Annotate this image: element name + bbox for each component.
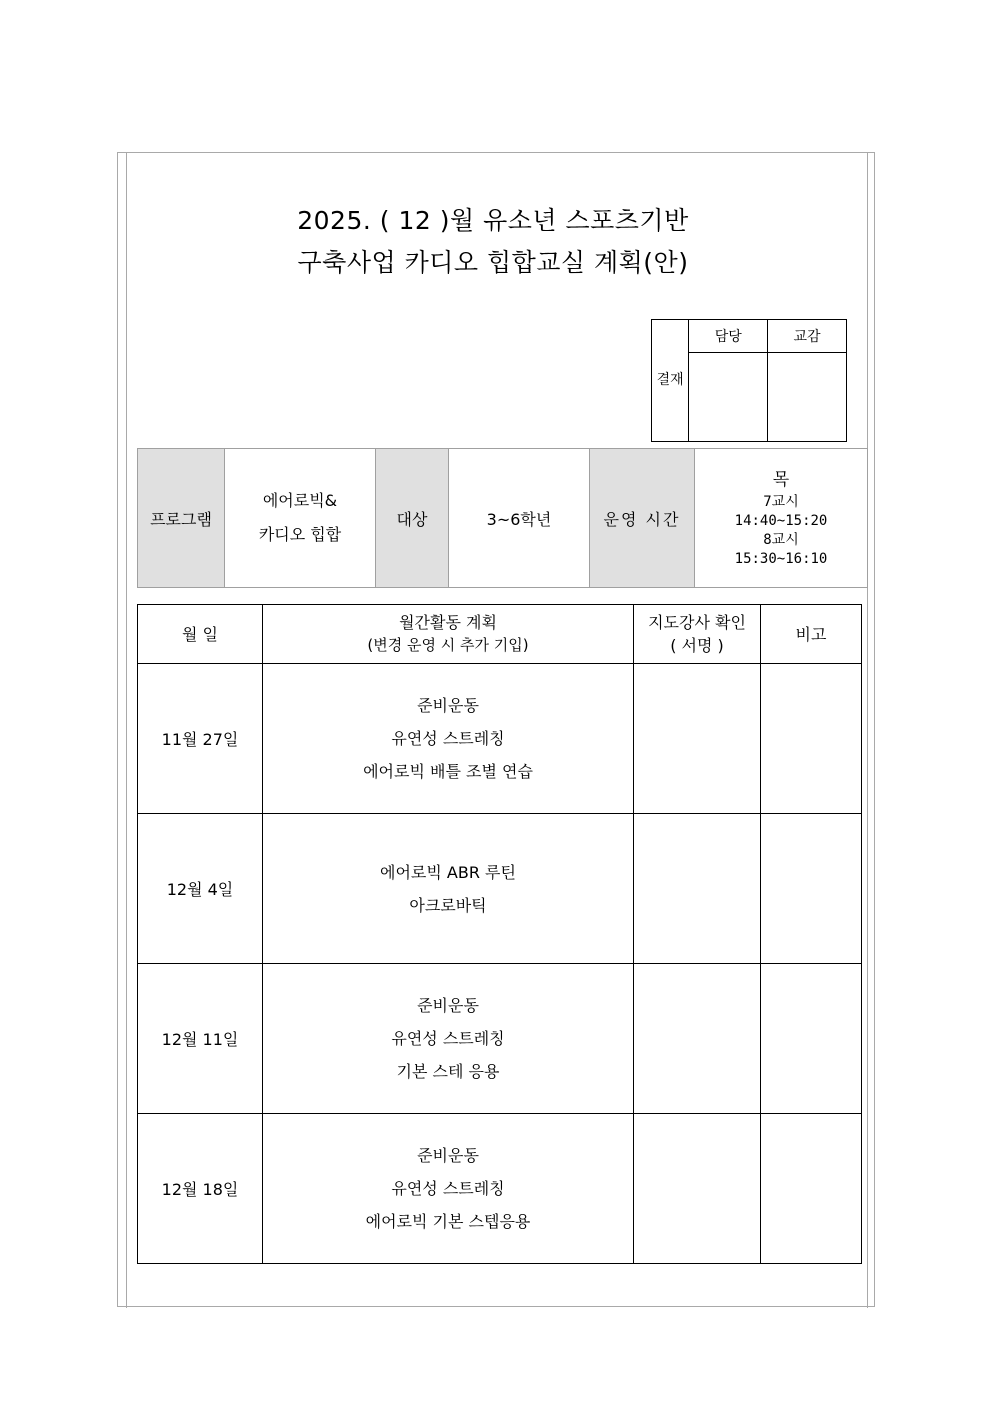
row-date: 12월 18일 xyxy=(138,1114,263,1264)
program-info-table xyxy=(137,448,868,588)
program-label: 프로그램 xyxy=(138,449,225,588)
program-value xyxy=(225,449,376,588)
approval-signature-vice-principal[interactable] xyxy=(768,353,847,442)
row-note[interactable] xyxy=(761,1114,862,1264)
approval-header-manager: 담당 xyxy=(689,320,768,353)
table-header-row xyxy=(138,605,862,664)
header-sign-line-2: ( 서명 ) xyxy=(670,636,724,655)
header-activity-line-2: (변경 운영 시 추가 기입) xyxy=(367,636,529,654)
activity-line: 유연성 스트레칭 xyxy=(391,1029,505,1048)
approval-signature-manager[interactable] xyxy=(689,353,768,442)
time-day: 목 xyxy=(772,470,790,490)
table-row xyxy=(138,964,862,1114)
time-line-1: 7교시 xyxy=(763,494,799,510)
row-activity xyxy=(263,664,634,814)
page-title-line-1: 2025. ( 12 )월 유소년 스포츠기반 xyxy=(297,206,689,235)
activity-line: 준비운동 xyxy=(417,1146,479,1165)
time-label: 운영 시간 xyxy=(590,449,695,588)
row-signature[interactable] xyxy=(634,814,761,964)
row-signature[interactable] xyxy=(634,964,761,1114)
document-content xyxy=(137,152,849,1231)
row-note[interactable] xyxy=(761,814,862,964)
program-value-line-2: 카디오 힙합 xyxy=(258,525,342,544)
row-note[interactable] xyxy=(761,964,862,1114)
activity-line: 에어로빅 ABR 루틴 xyxy=(380,862,516,882)
activity-line: 준비운동 xyxy=(417,996,479,1015)
target-value: 3~6학년 xyxy=(449,449,590,588)
approval-box xyxy=(651,319,847,442)
activity-line: 기본 스테 응용 xyxy=(396,1062,500,1081)
program-value-line-1: 에어로빅& xyxy=(262,491,338,510)
activity-line: 유연성 스트레칭 xyxy=(391,729,505,748)
row-signature[interactable] xyxy=(634,1114,761,1264)
row-date: 11월 27일 xyxy=(138,664,263,814)
activity-line: 유연성 스트레칭 xyxy=(391,1179,505,1198)
monthly-plan-table xyxy=(137,604,862,1264)
header-sign-line-1: 지도강사 확인 xyxy=(648,613,746,632)
time-line-3: 8교시 xyxy=(763,532,799,548)
row-activity xyxy=(263,814,634,964)
table-row xyxy=(138,814,862,964)
row-note[interactable] xyxy=(761,664,862,814)
table-row xyxy=(138,1114,862,1264)
activity-line: 준비운동 xyxy=(417,696,479,715)
header-date: 월 일 xyxy=(138,605,263,664)
row-date: 12월 4일 xyxy=(138,814,263,964)
row-date: 12월 11일 xyxy=(138,964,263,1114)
header-instructor-sign xyxy=(634,605,761,664)
time-line-4: 15:30~16:10 xyxy=(734,551,828,567)
time-line-2: 14:40~15:20 xyxy=(734,513,828,529)
approval-header-vice-principal: 교감 xyxy=(768,320,847,353)
table-row xyxy=(138,664,862,814)
time-value xyxy=(695,449,868,588)
page-title-line-2: 구축사업 카디오 힙합교실 계획(안) xyxy=(297,248,689,277)
activity-line: 에어로빅 기본 스텝응용 xyxy=(365,1212,531,1231)
activity-line: 에어로빅 배틀 조별 연습 xyxy=(363,762,533,781)
header-activity-line-1: 월간활동 계획 xyxy=(399,613,497,632)
activity-line: 아크로바틱 xyxy=(409,895,487,915)
target-label: 대상 xyxy=(376,449,449,588)
header-note: 비고 xyxy=(761,605,862,664)
row-signature[interactable] xyxy=(634,664,761,814)
row-activity xyxy=(263,1114,634,1264)
approval-label: 결재 xyxy=(652,320,689,442)
page-title xyxy=(137,200,849,284)
header-activity xyxy=(263,605,634,664)
row-activity xyxy=(263,964,634,1114)
